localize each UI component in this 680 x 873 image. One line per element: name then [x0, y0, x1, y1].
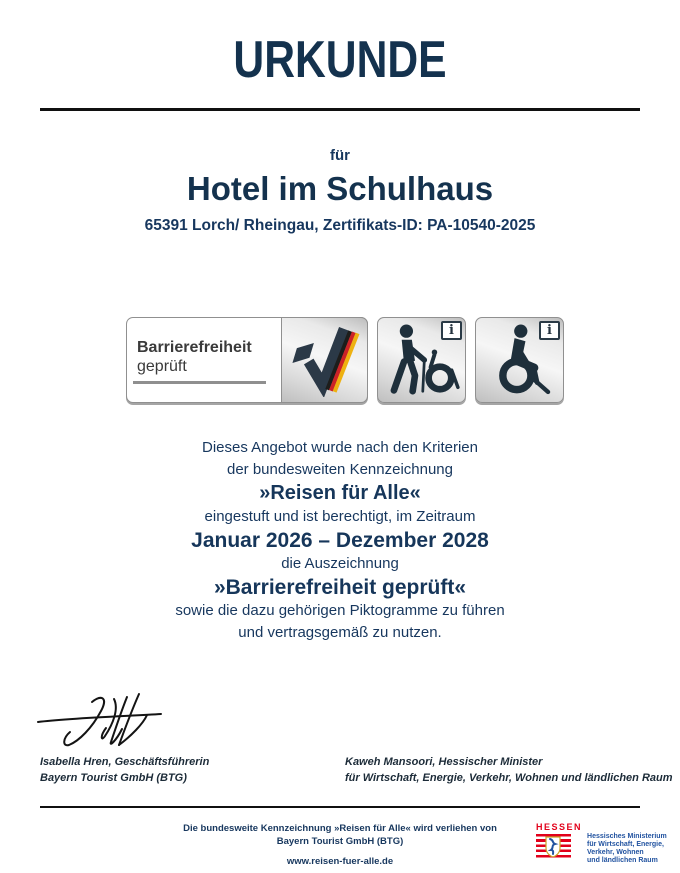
footer-website: www.reisen-fuer-alle.de: [286, 856, 394, 867]
seal-label-bold: Barrierefreiheit: [137, 339, 252, 356]
signatory-left: [40, 755, 209, 786]
seal-underline: [133, 381, 266, 384]
footer-divider: [40, 806, 640, 808]
ministry-line: Hessisches Ministerium: [587, 833, 667, 840]
signature-scribble: [34, 686, 166, 750]
body-line: eingestuft und ist berechtigt, im Zeitraum: [204, 508, 476, 525]
ministry-line: Verkehr, Wohnen: [587, 849, 644, 856]
hessen-flag: [536, 834, 571, 860]
seal-label-regular: geprüft: [137, 358, 187, 375]
pictogram-row: [126, 317, 564, 403]
signatory-right: [345, 755, 673, 786]
wheelchair-pictogram: [475, 317, 564, 403]
certificate-title: URKUNDE: [233, 31, 447, 89]
checkmark-logo-tile: [281, 317, 368, 403]
body-line: die Auszeichnung: [281, 555, 399, 572]
body-highlight-barrierefreiheit: »Barrierefreiheit geprüft«: [213, 576, 467, 599]
title-divider: [40, 108, 640, 111]
recipient-details: 65391 Lorch/ Rheingau, Zertifikats-ID: PA-10540-2025: [144, 217, 536, 234]
info-icon: i: [539, 321, 560, 340]
ministry-name: [587, 833, 667, 865]
info-icon: i: [441, 321, 462, 340]
ministry-line: für Wirtschaft, Energie,: [587, 841, 664, 848]
ministry-line: und ländlichen Raum: [587, 857, 658, 864]
hessen-coat-of-arms-icon: [545, 836, 561, 857]
recipient-name: Hotel im Schulhaus: [186, 170, 494, 207]
hessen-ministry-logo: [536, 822, 667, 865]
footer-line1: Die bundesweite Kennzeichnung »Reisen für Alle« wird verliehen von: [183, 823, 497, 834]
hessen-flag-block: [536, 822, 582, 860]
barrierefreiheit-seal: [126, 317, 368, 403]
recipient-preposition: für: [330, 147, 350, 164]
body-line: und vertragsgemäß zu nutzen.: [238, 624, 442, 641]
body-line: Dieses Angebot wurde nach den Kriterien: [201, 439, 478, 456]
signatory-right-org: für Wirtschaft, Energie, Verkehr, Wohnen und ländlichen Raum: [345, 771, 673, 784]
walking-aid-pictogram: [377, 317, 466, 403]
footer-line2: Bayern Tourist GmbH (BTG): [276, 836, 404, 847]
hessen-wordmark: HESSEN: [536, 822, 583, 832]
recipient-block: [0, 147, 680, 235]
signatory-left-name: Isabella Hren, Geschäftsführerin: [40, 756, 210, 768]
body-line: der bundesweiten Kennzeichnung: [226, 461, 453, 478]
body-line: sowie die dazu gehörigen Piktogramme zu führen: [175, 602, 505, 619]
signatory-left-org: Bayern Tourist GmbH (BTG): [40, 771, 187, 784]
seal-text-area: [127, 318, 283, 404]
body-highlight-reisen-fuer-alle: »Reisen für Alle«: [259, 482, 421, 504]
checkmark-icon: [288, 323, 362, 397]
certificate-body: [0, 437, 680, 644]
signatory-right-name: Kaweh Mansoori, Hessischer Minister: [345, 756, 543, 768]
body-period: Januar 2026 – Dezember 2028: [191, 529, 489, 552]
